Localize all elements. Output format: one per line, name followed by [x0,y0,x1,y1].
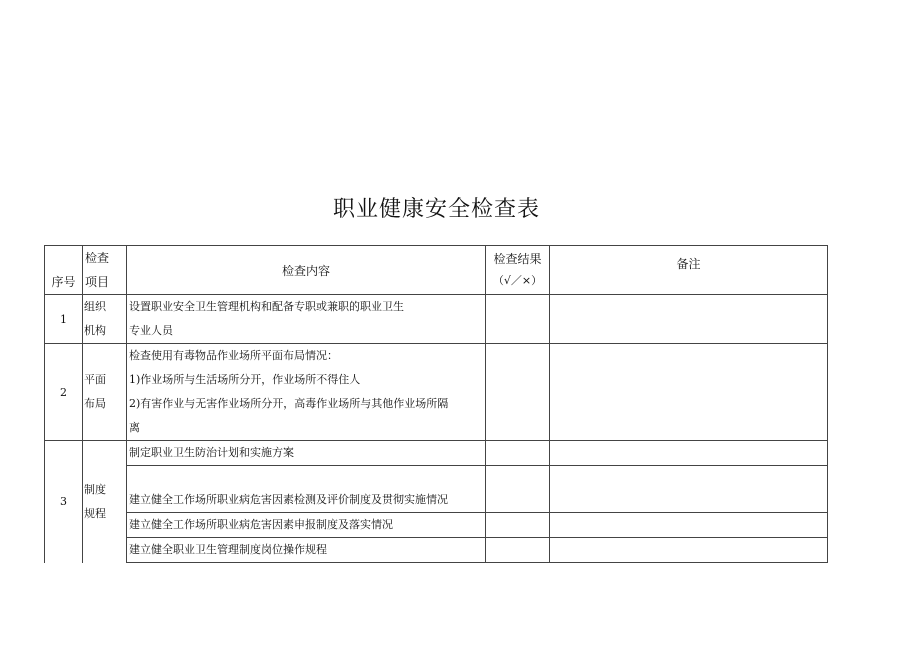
note-cell[interactable] [550,441,828,466]
row-content [127,295,486,344]
result-cell[interactable] [486,295,550,344]
row-seq: 1 [45,295,83,344]
row-item-line2: 机构 [84,324,106,337]
row-content [127,538,486,563]
result-cell[interactable] [486,441,550,466]
note-cell[interactable] [550,295,828,344]
note-cell[interactable] [550,513,828,538]
row-content [127,466,486,513]
content-line: 建立健全职业卫生管理制度岗位操作规程 [129,543,327,556]
note-cell[interactable] [550,538,828,563]
row-item-line1: 组织 [84,300,106,313]
table-row [45,466,828,513]
table-row [45,441,828,466]
row-item-line2: 规程 [84,506,106,520]
content-line: 建立健全工作场所职业病危害因素申报制度及落实情况 [129,518,393,531]
page-title: 职业健康安全检查表 [332,197,540,222]
header-content: 检查内容 [127,246,486,295]
content-line: 设置职业安全卫生管理机构和配备专职或兼职的职业卫生 [129,300,404,313]
row-seq: 3 [45,441,83,563]
header-item-line1: 检查 [85,251,110,265]
row-item-line1: 平面 [84,373,106,386]
table-row [45,538,828,563]
header-seq: 序号 [45,246,83,295]
row-content [127,344,486,441]
row-item [83,344,127,441]
result-cell[interactable] [486,538,550,563]
row-content [127,441,486,466]
content-line: 离 [129,421,140,434]
content-line: 1)作业场所与生活场所分开，作业场所不得住人 [129,373,361,386]
content-line: 检查使用有毒物品作业场所平面布局情况： [129,349,338,362]
note-cell[interactable] [550,344,828,441]
row-content [127,513,486,538]
header-note: 备注 [550,246,828,295]
header-result-sub: （√／×） [492,274,543,287]
header-result-label: 检查结果 [493,252,542,266]
content-line: 制定职业卫生防治计划和实施方案 [129,446,294,459]
row-seq: 2 [45,344,83,441]
table-row [45,344,828,441]
row-item [83,441,127,563]
content-line: 2)有害作业与无害作业场所分开，高毒作业场所与其他作业场所隔 [129,397,449,410]
result-cell[interactable] [486,344,550,441]
result-cell[interactable] [486,466,550,513]
row-item-line1: 制度 [84,482,106,496]
inspection-table [44,245,828,563]
table-row [45,513,828,538]
header-item [83,246,127,295]
row-item [83,295,127,344]
table-header-row [45,246,828,295]
row-item-line2: 布局 [84,397,106,410]
content-line: 专业人员 [129,324,173,337]
table-row [45,295,828,344]
content-line: 建立健全工作场所职业病危害因素检测及评价制度及贯彻实施情况 [129,493,448,506]
header-item-line2: 项目 [85,275,110,289]
header-result [486,246,550,295]
note-cell[interactable] [550,466,828,513]
result-cell[interactable] [486,513,550,538]
